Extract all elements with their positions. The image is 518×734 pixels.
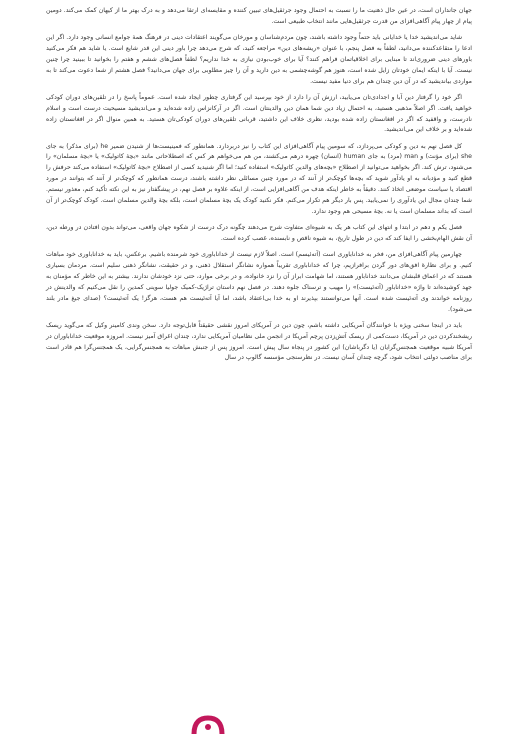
paragraph: اگر خود را گرفتار دین آبا و اجدادی‌تان می‌یابید، ارزش آن را دارد از خود بپرسید این گرفتاری چطور ایجاد شده است. عموماً پاسخ را در تلقین‌های دوران کودکی خواهید یافت. اگر اصلاً مذهبی هستید، به احتمال زیاد دین شما همان دین والدینتان است. اگر در آرکانزاس زاده شده‌اید و می‌اندیشید مسیحیت درست است و اسلام نادرست، و واقفید که اگر در افغانستان زاده شده بودید، نظری خلاف این داشتید، قربانی تلقین‌های دوران کودکی‌تان هستید. به همین منوال اگر در افغانستان زاده شده‌اید و بر خلاف این می‌اندیشید.: [46, 93, 472, 134]
paragraph: فصل یکم و دهم در ابتدا و انتهای این کتاب هر یک به شیوه‌ای متفاوت شرح می‌دهند چگونه درک درست از شکوه جهان واقعی، می‌تواند بدون افتادن در ورطه دین، آن نقش الهام‌بخشی را ایفا کند که دین در طول تاریخ، به شیوه ناقص و نابسنده، غصب کرده است.: [46, 224, 472, 242]
paragraph: چهارمین پیام آگاهی‌افزای من، فخر به خداناباوری است (آته‌ئیسم) است. اصلاً لازم نیست از خداناباوری خود شرمنده باشیم. برعکس، باید به خداناباوری خود مباهات کنیم. و برای نظارهٔ افق‌های دور گردن برافرازیم، چرا که خداناباوری تقریباً همواره نشانگر استقلال ذهنی، و در حقیقت، نشانگر ذهنی سلیم است. مردمان بسیاری هستند که در اعماق قلبشان می‌دانند خداناباور هستند، اما شهامت ابراز آن را نزد خانواده، و در برخی موارد، حتی نزد خودشان ندارند. بیشتر به این خاطر که مؤمنان به جهد کوشیده‌اند تا واژه «خداناباور (آته‌ئیست)» را مهیب و ترسناک جلوه دهند. در فصل نهم داستان تراژیک-کمیک جولیا سوینی کمدین را نقل می‌کنیم که والدینش در روزنامه خواندند وی آته‌ئیست شده است. آنها می‌توانستند بپذیرند او به خدا بی‌اعتقاد باشد، اما آیا آته‌ئیست هم هست، هرگز! یک آته‌ئیست؟ (صدای جیغ مادر بلند می‌شود).: [46, 251, 472, 313]
paragraph: جهان جانداران است، در عین حال ذهنیت ما را نسبت به احتمال وجود جرثقیل‌های تبیین کننده و مقایسه‌ای ارتقا می‌دهد و به درک بهتر ما از کیهان کمک می‌کند. دومین پیام از چهار پیام آگاهی‌افزای من قدرت جرثقیل‌هایی مانند انتخاب طبیعی است.: [46, 7, 472, 25]
body-text: [46, 6, 472, 364]
publisher-logo: [188, 712, 228, 734]
publisher-logo-icon: [188, 712, 228, 734]
paragraph: باید در اینجا سخنی ویژه با خوانندگان آمریکایی داشته باشم، چون دین در آمریکای امروز نقشی حقیقتاً قابل‌توجه دارد. سخن وندی کامینر وکیل که می‌گوید ریسک ریشخندکردن دین در آمریکا، دست‌کمی از ریسک آتش‌زدن پرچم آمریکا در انجمن ملی نظامیان آمریکایی ندارد، چندان اغراق آمیز نیست. امروزه موقعیت خداناباوران در آمریکا شبیه موقعیت همجنس‌گرایان (یا دگرباشان) این کشور در پنجاه سال پیش است. امروز پس از جنبش مباهات به همجنس‌گرایی، یک همجنس‌گرا هم قادر است برای مناصب دولتی انتخاب شود، گرچه چندان آسان نیست. در نظرسنجی مؤسسه گالوپ در سال: [46, 321, 472, 362]
paragraph: کل فصل نهم به دین و کودکی می‌پردازد، که سومین پیام آگاهی‌افزای این کتاب را نیز دربردارد. همانطور که فمینیست‌ها از شنیدن ضمیر he (برای مذکر) به جای she (برای مؤنث) و man (مرد) به جای human (انسان) چهره درهم می‌کشند، من هم می‌خواهم هر کس که اصطلاحاتی مانند «بچهٔ کاتولیک» یا «بچهٔ مسلمان» را می‌شنود، ترش کند. اگر بخواهید می‌توانید از اصطلاح «بچه‌های والدین کاتولیک» استفاده کنید؛ اما اگر شنیدید کسی از اصطلاح «بچهٔ کاتولیک» استفاده می‌کند حرفش را قطع کنید و مؤدبانه به او یادآور شوید که بچه‌ها کوچک‌تر از آنند که در مورد چنین مسائلی نظر داشته باشند، درست همانطور که کوچک‌تر از آنند که بتوانند در مورد اقتصاد یا سیاست موضعی اتخاذ کنند. دقیقاً به خاطر اینکه هدف من آگاهی‌افزایی است، از اینکه علاوه بر فصل نهم، در پیشگفتار نیز به این نکته تأکید کنم، معذور نیستم. شما چندان مجال این یادآوری را نمی‌یابید. پس بار دیگر هم تکرار می‌کنم. فکر نکنید کودک یک بچهٔ مسلمان است، بلکه بچهٔ والدین مسلمان است. کودک کوچک‌تر از آن است که بداند مسلمان است یا نه. بچهٔ مسیحی هم وجود ندارد.: [46, 142, 472, 215]
paragraph: شاید می‌اندیشید خدا یا خدایانی باید حتماً وجود داشته باشند، چون مردم‌شناسان و مورخان می‌گویند اعتقادات دینی در فرهنگ همهٔ جوامع انسانی وجود دارد. اگر این ادعا را متقاعدکننده می‌دانید، لطفاً به فصل پنجم، با عنوان «ریشه‌های دین» مراجعه کنید، که شرح می‌دهد چرا باور دینی این قدر شایع است. یا شاید هم فکر می‌کنید باورهای دینی ضروری‌اند تا مبنایی برای اخلاقیاتمان فراهم کنند؟ آیا برای خوب‌بودن نیازی به خدا نداریم؟ لطفاً فصل‌های ششم و هفتم را بخوانید تا ببینید چرا چنین نیست. آیا با اینکه ایمان خودتان زایل شده است، هنوز هم گوشه‌چشمی به دین دارید و آن را چیز مطلوبی برای جهان می‌دانید؟ فصل هشتم از شما دعوت می‌کند تا به مواردی بیاندیشید که در آن دین چندان هم برای دنیا مفید نیست.: [46, 34, 472, 85]
